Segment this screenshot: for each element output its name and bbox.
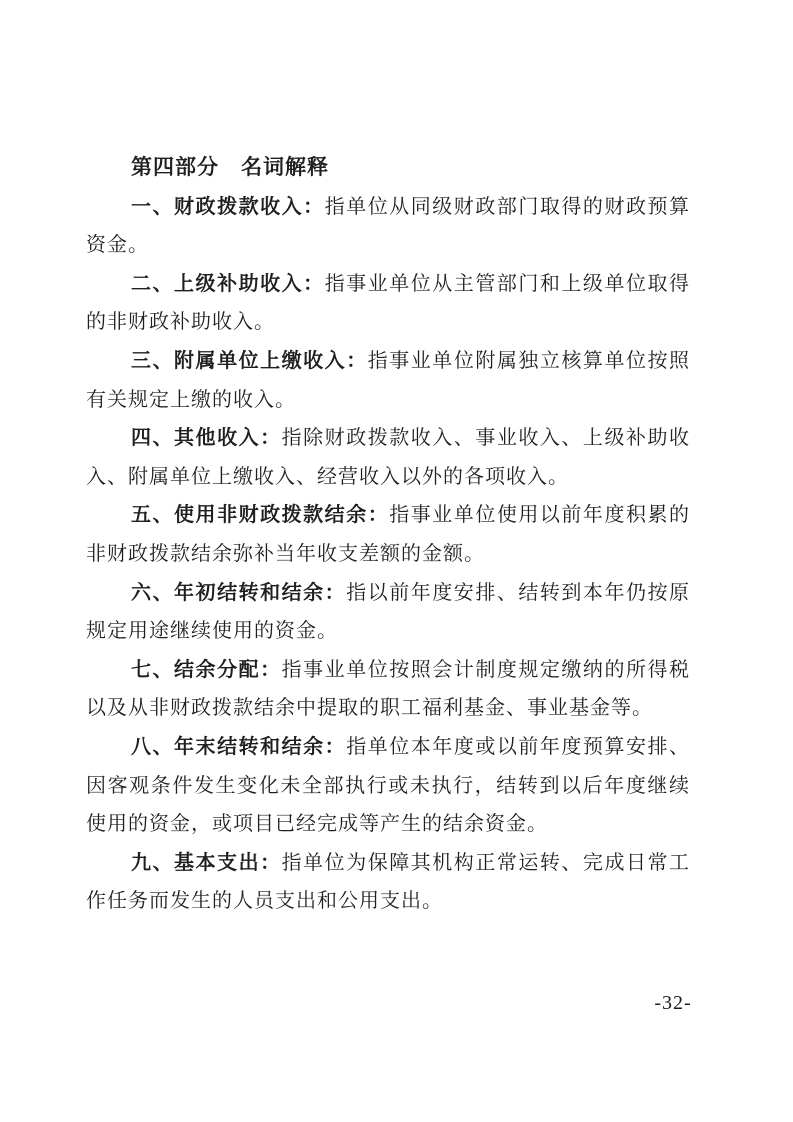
term-5: 五、使用非财政拨款结余： [131,504,390,527]
definition-7: 指事业单位按照会计制度规定缴纳的所得税以及从非财政拨款结余中提取的职工福利基金、事业基金等。 [86,658,691,720]
term-2: 二、上级补助收入： [131,272,325,295]
document-body [86,149,690,921]
definition-paragraph-6 [86,574,690,651]
definition-paragraph-9 [86,844,690,921]
definition-6: 指以前年度安排、结转到本年仍按原规定用途继续使用的资金。 [86,581,691,643]
definition-1: 指单位从同级财政部门取得的财政预算资金。 [86,195,691,257]
term-6: 六、年初结转和结余： [131,581,347,604]
definition-5: 指事业单位使用以前年度积累的非财政拨款结余弥补当年收支差额的金额。 [86,504,691,565]
term-9: 九、基本支出： [131,851,282,874]
term-3: 三、附属单位上缴收入： [131,349,368,372]
definition-paragraph-3 [86,342,690,419]
definition-2: 指事业单位从主管部门和上级单位取得的非财政补助收入。 [86,272,691,334]
term-7: 七、结余分配： [131,658,282,681]
definition-paragraph-7 [86,651,690,728]
section-title: 第四部分 名词解释 [131,156,329,179]
definition-8: 指单位本年度或以前年度预算安排、因客观条件发生变化未全部执行或未执行，结转到以后年度继续使用的资金，或项目已经完成等产生的结余资金。 [86,735,691,836]
definition-paragraph-4 [86,419,690,496]
term-1: 一、财政拨款收入： [131,195,325,218]
page-number: -32- [654,992,692,1014]
definition-9: 指单位为保障其机构正常运转、完成日常工作任务而发生的人员支出和公用支出。 [86,851,691,913]
definition-paragraph-5 [86,496,690,573]
term-4: 四、其他收入： [131,427,282,450]
definition-paragraph-8 [86,728,690,844]
definition-4: 指除财政拨款收入、事业收入、上级补助收入、附属单位上缴收入、经营收入以外的各项收入。 [86,427,691,488]
term-8: 八、年末结转和结余： [131,735,347,758]
definition-3: 指事业单位附属独立核算单位按照有关规定上缴的收入。 [86,349,691,411]
definition-paragraph-2 [86,265,690,342]
definition-paragraph-1 [86,188,690,265]
